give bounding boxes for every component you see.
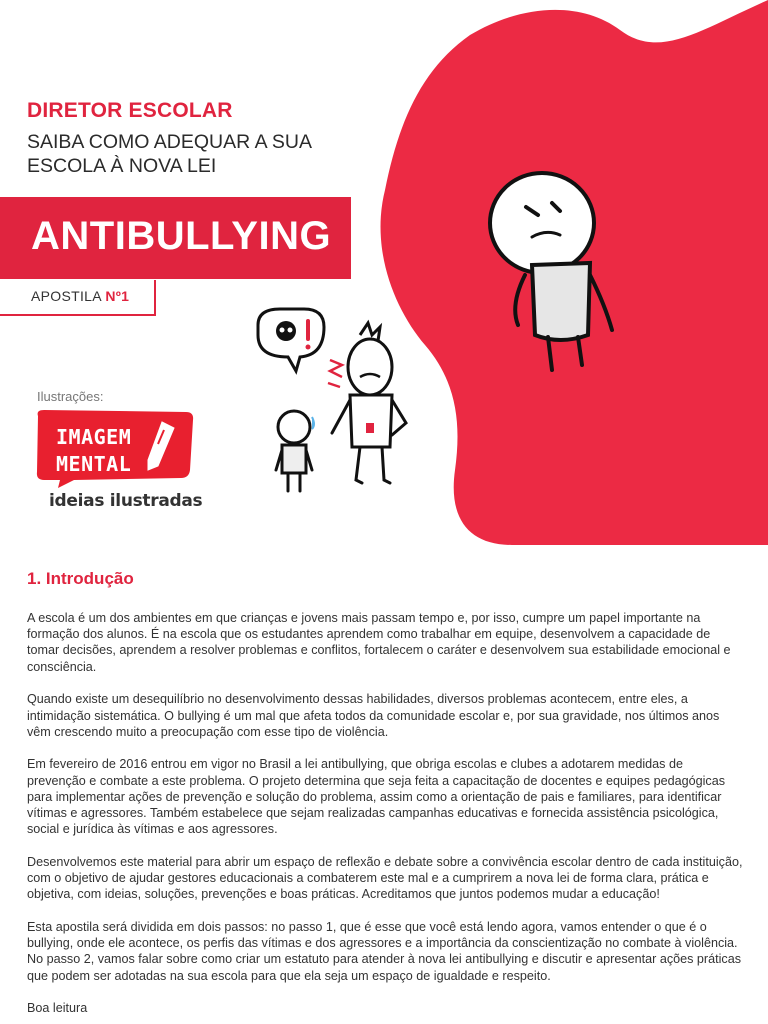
apostila-label [31,288,129,304]
paragraph: Boa leitura [27,1001,88,1016]
logo-line1: IMAGEM [56,425,132,449]
victim-character-icon [276,411,314,491]
subtitle-heading: SAIBA COMO ADEQUAR A SUA ESCOLA À NOVA LEI [27,131,311,177]
bully-character-icon [332,323,406,483]
page-title: ANTIBULLYING [31,214,332,258]
section-title: 1. Introdução [27,569,134,588]
sad-character-illustration [480,165,630,380]
angry-speech-bubble-icon [258,309,324,371]
paragraph: Esta apostila será dividida em dois passos: no passo 1, que é esse que você está lendo agora, vamos entender o que é o bullying, onde ele acontece, os perfis das vítimas e dos agressores e a importância da conscientização no combate à violência. No passo 2, vamos falar sobre como criar um estatuto para atender à nova lei antibullying e discutir e apresentar ações práticas que podem ser adotadas na sua escola para que ela seja um espaço de igualdade e respeito. [27,920,742,983]
kicker-heading: DIRETOR ESCOLAR [27,99,233,122]
illustrations-label: Ilustrações: [37,389,104,404]
paragraph: Em fevereiro de 2016 entrou em vigor no Brasil a lei antibullying, que obriga escolas e clubes a adotarem medidas de prevenção e combate a este problema. O projeto determina que seja feita a capacitação de docentes e equipes pedagógicas para implementar ações de prevenção e solução do problema, assim como a orientação de pais e familiares, para identificar vítimas e agressores. Também estabelece que sejam realizadas campanhas educativas e fornecida assistência psicológica, social e jurídica às vítimas e aos agressores. [27,757,726,837]
paragraph: Desenvolvemos este material para abrir um espaço de reflexão e debate sobre a convivência escolar dentro de cada instituição, com o objetivo de ajudar gestores educacionais a combaterem este mal e a cumprirem a nova lei de forma clara, prática e objetiva, com ideias, soluções, prevenções e boas práticas. Acreditamos que juntos podemos mudar a educação! [27,854,743,902]
logo-line2: MENTAL [56,452,132,476]
logo-tagline: ideias ilustradas [49,491,203,511]
apostila-text: APOSTILA [31,288,102,304]
paragraph: A escola é um dos ambientes em que crianças e jovens mais passam tempo e, por isso, cumpre um papel importante na formação dos alunos. É na escola que os estudantes aprendem como trabalhar em equipe, desenvolvem a capacidade de tomar decisões, aprendem a resolver problemas e conflitos, fortalecem o caráter e desenvolvem sua estabilidade emocional e consciência. [27,611,731,674]
section-body [27,610,745,1024]
bullying-scene-illustration [250,305,420,495]
paragraph: Quando existe um desequilíbrio no desenvolvimento dessas habilidades, diversos problemas acontecem, entre eles, a intimidação sistemática. O bullying é um mal que afeta todos da comunidade escolar e, por sua gravidade, nos últimos anos vêm crescendo muito a preocupação com esse tipo de violência. [27,692,720,739]
apostila-number: Nº1 [105,288,130,304]
